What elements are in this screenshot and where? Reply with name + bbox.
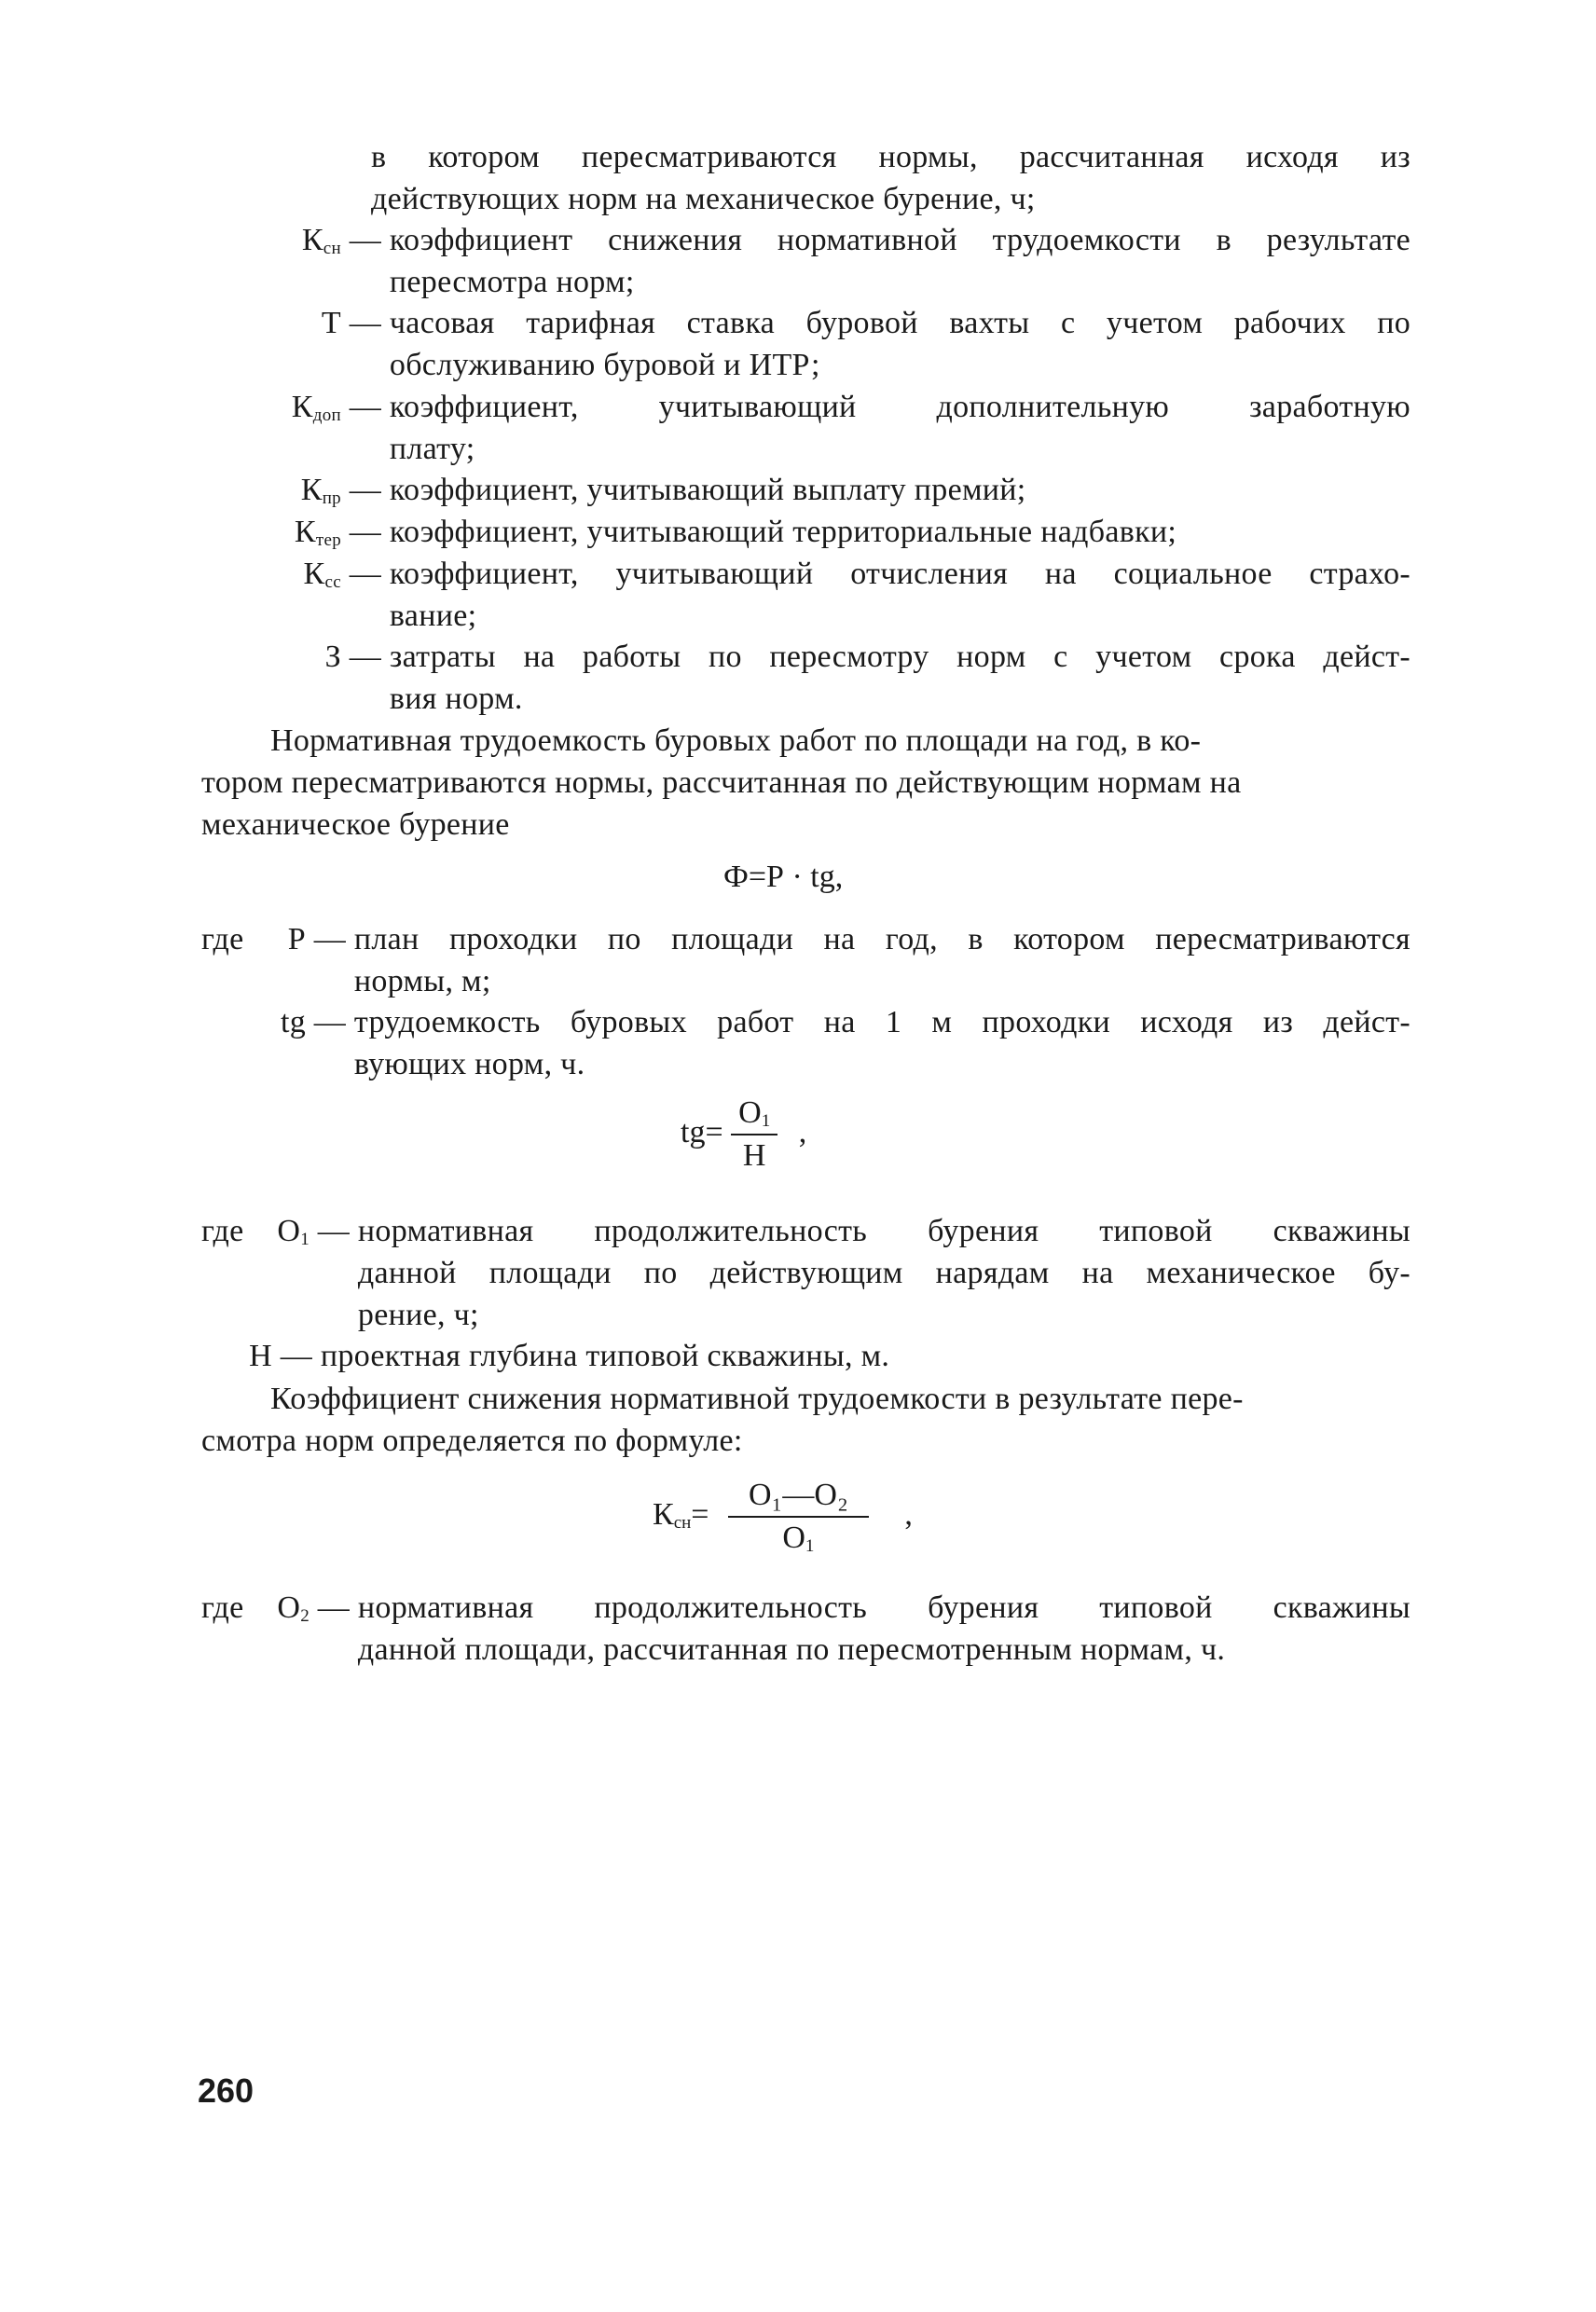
formula-phi: Ф=Р · tg, <box>723 860 844 894</box>
definition-symbol: tg <box>280 1005 306 1039</box>
definition-symbol: $К_{доп}$ <box>291 390 341 425</box>
paragraph <box>201 720 1410 846</box>
paragraph <box>201 1378 1410 1462</box>
definition-text <box>354 1001 1410 1085</box>
page-number: 260 <box>198 2071 255 2110</box>
em-dash: — <box>272 1339 321 1373</box>
text-line: вия норм. <box>389 681 523 716</box>
definition-text <box>358 1210 1410 1336</box>
fraction <box>731 1095 777 1174</box>
formula-lhs: tg= <box>681 1114 723 1149</box>
text-line: коэффициент, учитывающий выплату премий; <box>389 473 1026 507</box>
text-line: коэффициент, учитывающий дополнительную заработную <box>389 390 1410 424</box>
formula-ksn <box>653 1478 913 1556</box>
em-dash: — <box>341 390 390 424</box>
definition-item <box>261 386 1410 470</box>
definition-text <box>390 511 1410 553</box>
em-dash: — <box>341 473 390 507</box>
where-label: где <box>201 922 244 956</box>
definition-symbol: Р <box>287 922 306 956</box>
numerator: $O_1$ <box>738 1095 771 1131</box>
formula-comma: , <box>798 1114 807 1149</box>
text-line: механическое бурение <box>201 807 510 842</box>
text-line: данной площади, рассчитанная по пересмотренным нормам, ч. <box>357 1632 1226 1667</box>
text-line: Нормативная трудоемкость буровых работ по площади на год, в ко- <box>270 723 1202 758</box>
definition-text <box>390 553 1410 637</box>
definition-symbol: Н <box>249 1339 272 1373</box>
em-dash: — <box>306 1005 354 1039</box>
where-label: где <box>201 1214 244 1248</box>
text-line: вание; <box>389 599 477 633</box>
text-line: плату; <box>389 432 475 466</box>
definition-symbol: $O_2$ <box>277 1590 310 1626</box>
definition-item <box>261 1001 1410 1085</box>
em-dash: — <box>341 223 390 257</box>
text-line: данной площади по действующим нарядам на механическое бу- <box>357 1256 1410 1290</box>
text-line: действующих норм на механическое бурение, ч; <box>371 182 1036 216</box>
text-line: вующих норм, ч. <box>353 1047 585 1081</box>
definition-text <box>321 1335 1410 1377</box>
denominator: $O_1$ <box>782 1521 815 1556</box>
definition-item <box>261 636 1410 720</box>
definition-text <box>390 469 1410 511</box>
text-line: затраты на работы по пересмотру норм с учетом срока дейст- <box>389 640 1410 674</box>
formula-comma: , <box>904 1496 913 1532</box>
text-line: нормативная продолжительность бурения типовой скважины <box>357 1214 1410 1248</box>
definition-item <box>261 219 1410 303</box>
where-label: где <box>201 1590 244 1625</box>
fraction <box>728 1478 869 1556</box>
continued-definition <box>371 136 1410 220</box>
text-line: коэффициент, учитывающий отчисления на социальное страхо- <box>389 557 1410 591</box>
formula-lhs: $К_{сн}=$ <box>653 1496 709 1533</box>
definition-symbol: $К_{сс}$ <box>303 557 341 592</box>
text-line: нормативная продолжительность бурения типовой скважины <box>357 1590 1410 1625</box>
em-dash: — <box>341 557 390 591</box>
text-line: рение, ч; <box>357 1298 479 1332</box>
definition-symbol: $O_1$ <box>277 1214 310 1249</box>
definition-symbol: Т <box>321 306 341 340</box>
em-dash: — <box>341 515 390 549</box>
definition-item <box>261 1210 1410 1336</box>
text-line: пересмотра норм; <box>389 265 635 299</box>
numerator: O₁—O₂ <box>748 1478 848 1512</box>
text-line: обслуживанию буровой и ИТР; <box>389 348 820 382</box>
definition-item <box>261 302 1410 386</box>
formula-tg <box>681 1095 806 1174</box>
text-line: в котором пересматриваются нормы, рассчитанная исходя из <box>371 140 1410 174</box>
em-dash: — <box>306 922 354 956</box>
definition-item <box>261 511 1410 553</box>
text-line: нормы, м; <box>353 964 491 998</box>
definition-item <box>261 1587 1410 1671</box>
definition-item <box>261 553 1410 637</box>
definition-text <box>390 386 1410 470</box>
definition-symbol: $К_{тер}$ <box>294 515 341 550</box>
definition-item <box>261 918 1410 1002</box>
denominator: Н <box>742 1138 766 1173</box>
text-line: Коэффициент снижения нормативной трудоемкости в результате пере- <box>270 1382 1244 1416</box>
em-dash: — <box>310 1214 358 1248</box>
definition-text <box>390 636 1410 720</box>
text-line: смотра норм определяется по формуле: <box>201 1424 743 1458</box>
text-line: тором пересматриваются нормы, рассчитанная по действующим нормам на <box>201 765 1242 800</box>
em-dash: — <box>310 1590 358 1625</box>
definition-symbol: $К_{сн}$ <box>301 223 341 258</box>
text-line: коэффициент, учитывающий территориальные надбавки; <box>389 515 1177 549</box>
text-line: коэффициент снижения нормативной трудоемкости в результате <box>389 223 1410 257</box>
definition-symbol: З <box>324 640 341 674</box>
definition-text <box>358 1587 1410 1671</box>
text-line: проектная глубина типовой скважины, м. <box>320 1339 890 1373</box>
text-line: план проходки по площади на год, в котором пересматриваются <box>353 922 1410 956</box>
definition-item <box>224 1335 1410 1377</box>
em-dash: — <box>341 306 390 340</box>
definition-text <box>390 302 1410 386</box>
definition-text <box>354 918 1410 1002</box>
text-line: часовая тарифная ставка буровой вахты с учетом рабочих по <box>389 306 1410 340</box>
text-line: трудоемкость буровых работ на 1 м проходки исходя из дейст- <box>353 1005 1410 1039</box>
definition-text <box>390 219 1410 303</box>
definition-item <box>261 469 1410 511</box>
em-dash: — <box>341 640 390 674</box>
definition-symbol: $К_{пр}$ <box>300 473 341 508</box>
